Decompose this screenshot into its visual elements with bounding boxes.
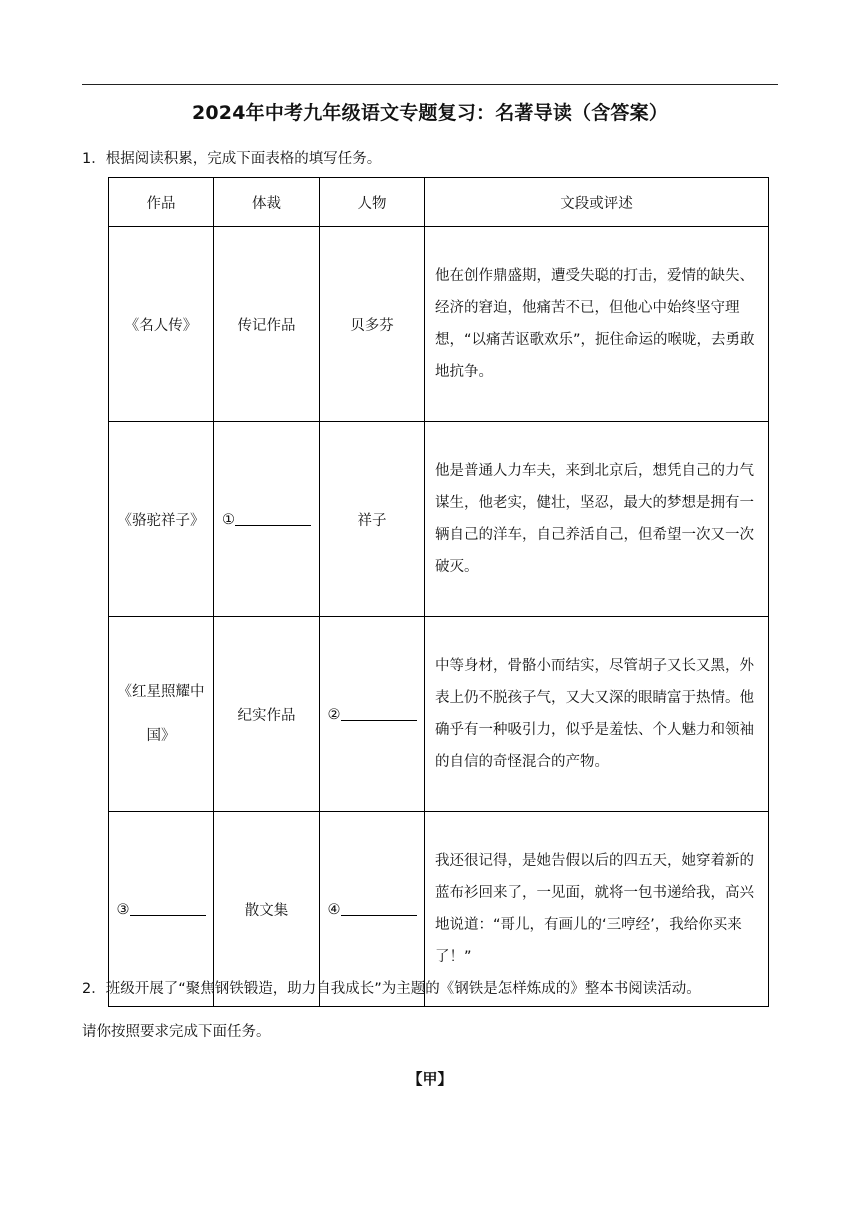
question-2-line-2: 请你按照要求完成下面任务。: [82, 1024, 271, 1040]
cell-person: 贝多芬: [320, 227, 425, 422]
cell-work: 《名人传》: [109, 227, 214, 422]
table-header-row: [109, 178, 769, 227]
cell-person-blank[interactable]: [320, 617, 425, 812]
question-1-prompt: 1．根据阅读积累，完成下面表格的填写任务。: [82, 151, 382, 167]
question-2-line-1: 2．班级开展了“聚焦钢铁锻造，助力自我成长”为主题的《钢铁是怎样炼成的》整本书阅读活动。: [82, 981, 701, 997]
cell-genre: 传记作品: [214, 227, 320, 422]
table-row: [109, 617, 769, 812]
blank-number: ①: [222, 511, 235, 528]
fill-in-blank[interactable]: [341, 901, 417, 916]
cell-desc: 中等身材，骨骼小而结实，尽管胡子又长又黑，外表上仍不脱孩子气，又大又深的眼睛富于热情。他确乎有一种吸引力，似乎是羞怯、个人魅力和领袖的自信的奇怪混合的产物。: [425, 617, 769, 812]
table-row: [109, 422, 769, 617]
header-work: 作品: [109, 178, 214, 227]
cell-desc: 他是普通人力车夫，来到北京后，想凭自己的力气谋生，他老实，健壮，坚忍，最大的梦想是拥有一辆自己的洋车，自己养活自己，但希望一次又一次破灭。: [425, 422, 769, 617]
header-genre: 体裁: [214, 178, 320, 227]
table-row: [109, 227, 769, 422]
section-heading: 【甲】: [407, 1070, 453, 1088]
cell-desc: 我还很记得，是她告假以后的四五天，她穿着新的蓝布衫回来了，一见面，就将一包书递给我，高兴地说道：“哥儿，有画儿的‘三哼经’，我给你买来了！”: [425, 812, 769, 1007]
fill-in-blank[interactable]: [235, 511, 311, 526]
cell-genre: 散文集: [214, 812, 320, 1007]
cell-person: 祥子: [320, 422, 425, 617]
cell-genre: 纪实作品: [214, 617, 320, 812]
header-person: 人物: [320, 178, 425, 227]
blank-number: ④: [327, 901, 341, 918]
fill-in-blank[interactable]: [341, 706, 417, 721]
header-desc: 文段或评述: [425, 178, 769, 227]
cell-work: 《红星照耀中国》: [109, 617, 214, 812]
blank-number: ③: [116, 901, 130, 918]
cell-genre-blank[interactable]: [214, 422, 320, 617]
cell-work: 《骆驼祥子》: [109, 422, 214, 617]
blank-number: ②: [327, 706, 341, 723]
reading-table: [108, 177, 769, 1007]
fill-in-blank[interactable]: [130, 901, 206, 916]
header-rule: [82, 84, 778, 85]
page-title: 2024年中考九年级语文专题复习：名著导读（含答案）: [191, 102, 669, 124]
cell-desc: 他在创作鼎盛期，遭受失聪的打击，爱情的缺失、经济的窘迫，他痛苦不已，但他心中始终坚守理想，“以痛苦讴歌欢乐”，扼住命运的喉咙，去勇敢地抗争。: [425, 227, 769, 422]
